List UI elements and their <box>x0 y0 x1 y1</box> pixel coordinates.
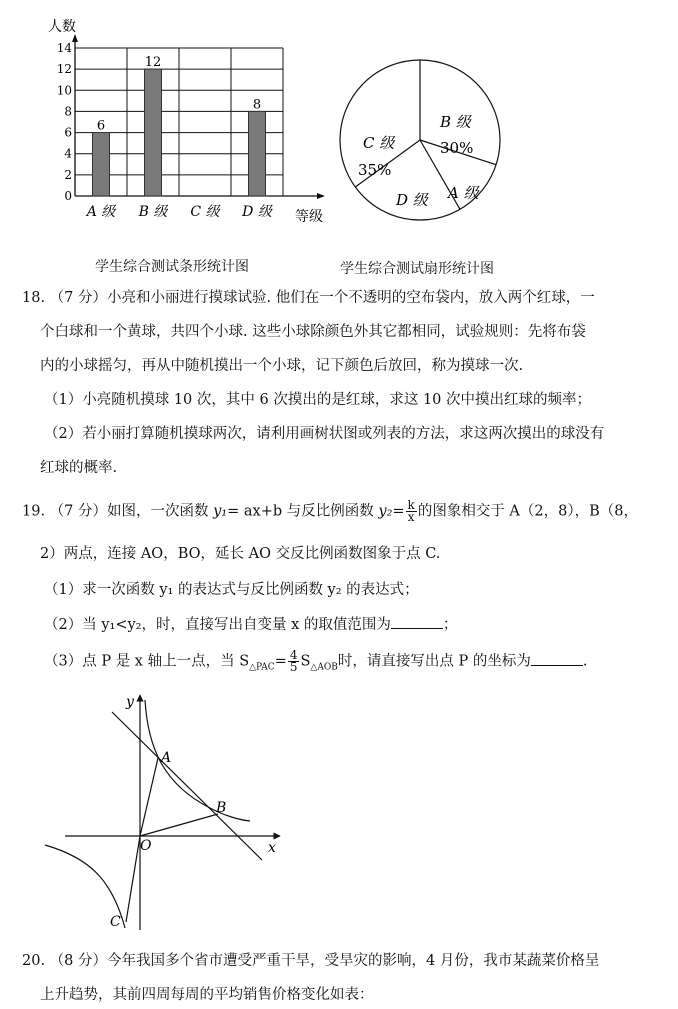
q19-part-2 <box>44 614 457 636</box>
pie-label-d: D 级 <box>396 191 428 209</box>
pie-chart <box>330 40 510 240</box>
x-category-label: C 级 <box>190 204 220 220</box>
bar-chart-caption: 学生综合测试条形统计图 <box>95 259 249 275</box>
fraction-denominator-x: x <box>407 510 415 524</box>
linear-function-line <box>112 712 262 860</box>
bar <box>93 133 110 196</box>
y-tick-label: 6 <box>64 125 72 140</box>
y-tick-label: 14 <box>56 41 72 55</box>
four-fifths-fraction <box>288 650 300 673</box>
q19-line-1-a: 19. （7 分）如图，一次函数 <box>22 503 214 520</box>
pie-label-b: B 级 <box>440 113 471 131</box>
point-c-label: C <box>110 914 121 930</box>
q19-part-3-c: . <box>582 653 588 670</box>
q19-line-1-c: 的图象相交于 A（2，8），B（8， <box>417 503 638 520</box>
q18-line-2: 个白球和一个黄球，共四个小球. 这些小球除颜色外其它都相同，试验规则：先将布袋 <box>40 324 586 340</box>
q19-part-3-s: S <box>300 653 311 670</box>
y-axis-label: y <box>126 694 134 710</box>
q19-part-2-text: （2）当 y₁<y₂，时，直接写出自变量 x 的取值范围为 <box>44 617 391 633</box>
y-axis-arrow <box>72 34 78 42</box>
x-axis-label: 等级 <box>295 209 323 225</box>
x-category-label: B 级 <box>138 204 168 220</box>
q18-part-2b: 红球的概率. <box>40 460 118 476</box>
q19-line-1 <box>22 500 638 523</box>
fraction-numerator-4: 4 <box>289 648 298 662</box>
q19-part-3 <box>44 650 587 678</box>
q19-line-2: 2）两点，连接 AO，BO，延长 AO 交反比例函数图象于点 C. <box>40 546 441 562</box>
q19-part-3-b: 时，请直接写出点 P 的坐标为 <box>337 653 531 670</box>
fraction-numerator-k: k <box>407 498 415 512</box>
pie-pct-c: 35% <box>358 161 392 179</box>
origin-label: O <box>140 838 152 854</box>
x-category-label: D 级 <box>242 204 272 220</box>
x-category-label: A 级 <box>86 204 116 220</box>
function-graph <box>40 690 290 935</box>
y-axis-label: 人数 <box>48 19 76 35</box>
q19-line-1-b: = ax+b 与反比例函数 <box>227 503 379 520</box>
q19-part-3-eq: = <box>274 653 287 670</box>
q18-part-2: （2）若小丽打算随机摸球两次，请利用画树状图或列表的方法，求这两次摸出的球没有 <box>44 426 605 442</box>
q19-y2: y₂ <box>378 503 393 520</box>
bar-data-label: 6 <box>96 118 106 134</box>
q19-part-1: （1）求一次函数 y₁ 的表达式与反比例函数 y₂ 的表达式； <box>44 582 419 598</box>
q19-part-3-text: （3）点 P 是 x 轴上一点，当 S <box>44 653 250 670</box>
bar <box>145 69 162 196</box>
y-tick-label: 10 <box>56 83 72 98</box>
point-b-label: B <box>216 800 227 816</box>
x-axis-label: x <box>268 840 276 856</box>
answer-blank-2[interactable] <box>531 651 583 666</box>
y-tick-label: 12 <box>56 62 72 77</box>
q18-part-1: （1）小亮随机摸球 10 次，其中 6 次摸出的是红球，求这 10 次中摸出红球的频率； <box>44 392 592 408</box>
q19-part-2-end: ； <box>442 617 458 633</box>
pie-chart-caption: 学生综合测试扇形统计图 <box>340 261 494 277</box>
segment-ob <box>140 814 218 836</box>
segment-oc <box>126 836 140 922</box>
pie-label-a: A 级 <box>448 184 479 202</box>
x-axis-arrow <box>317 193 325 199</box>
q20-line-1: 20. （8 分）今年我国多个省市遭受严重干旱，受旱灾的影响，4 月份，我市某蔬菜价格呈 <box>22 953 600 969</box>
q19-y1: y₁ <box>213 503 228 520</box>
fraction-denominator-5: 5 <box>289 660 298 674</box>
segment-oa <box>140 758 158 836</box>
q18-line-1: 18. （7 分）小亮和小丽进行摸球试验. 他们在一个不透明的空布袋内，放入两个红球，一 <box>22 290 595 306</box>
y-tick-label: 0 <box>64 189 72 203</box>
answer-blank-1[interactable] <box>391 614 443 629</box>
q19-sub-aob: △AOB <box>310 662 338 673</box>
pie-label-c: C 级 <box>363 134 395 152</box>
q18-line-3: 内的小球摇匀，再从中随机摸出一个小球，记下颜色后放回，称为摸球一次. <box>40 358 524 374</box>
y-tick-label: 2 <box>64 167 72 182</box>
q19-eq: = <box>392 503 405 520</box>
bar-data-label: 12 <box>144 55 162 71</box>
pie-pct-b: 30% <box>440 139 474 157</box>
bar <box>249 111 266 196</box>
q20-line-2: 上升趋势，其前四周每周的平均销售价格变化如表： <box>40 987 374 1003</box>
q19-sub-pac: △PAC <box>249 662 275 673</box>
point-a-label: A <box>161 750 172 766</box>
y-tick-label: 8 <box>64 104 72 119</box>
bar-chart <box>40 8 340 230</box>
bar-data-label: 8 <box>252 97 262 113</box>
k-over-x-fraction <box>406 500 417 523</box>
y-tick-label: 4 <box>64 146 72 161</box>
